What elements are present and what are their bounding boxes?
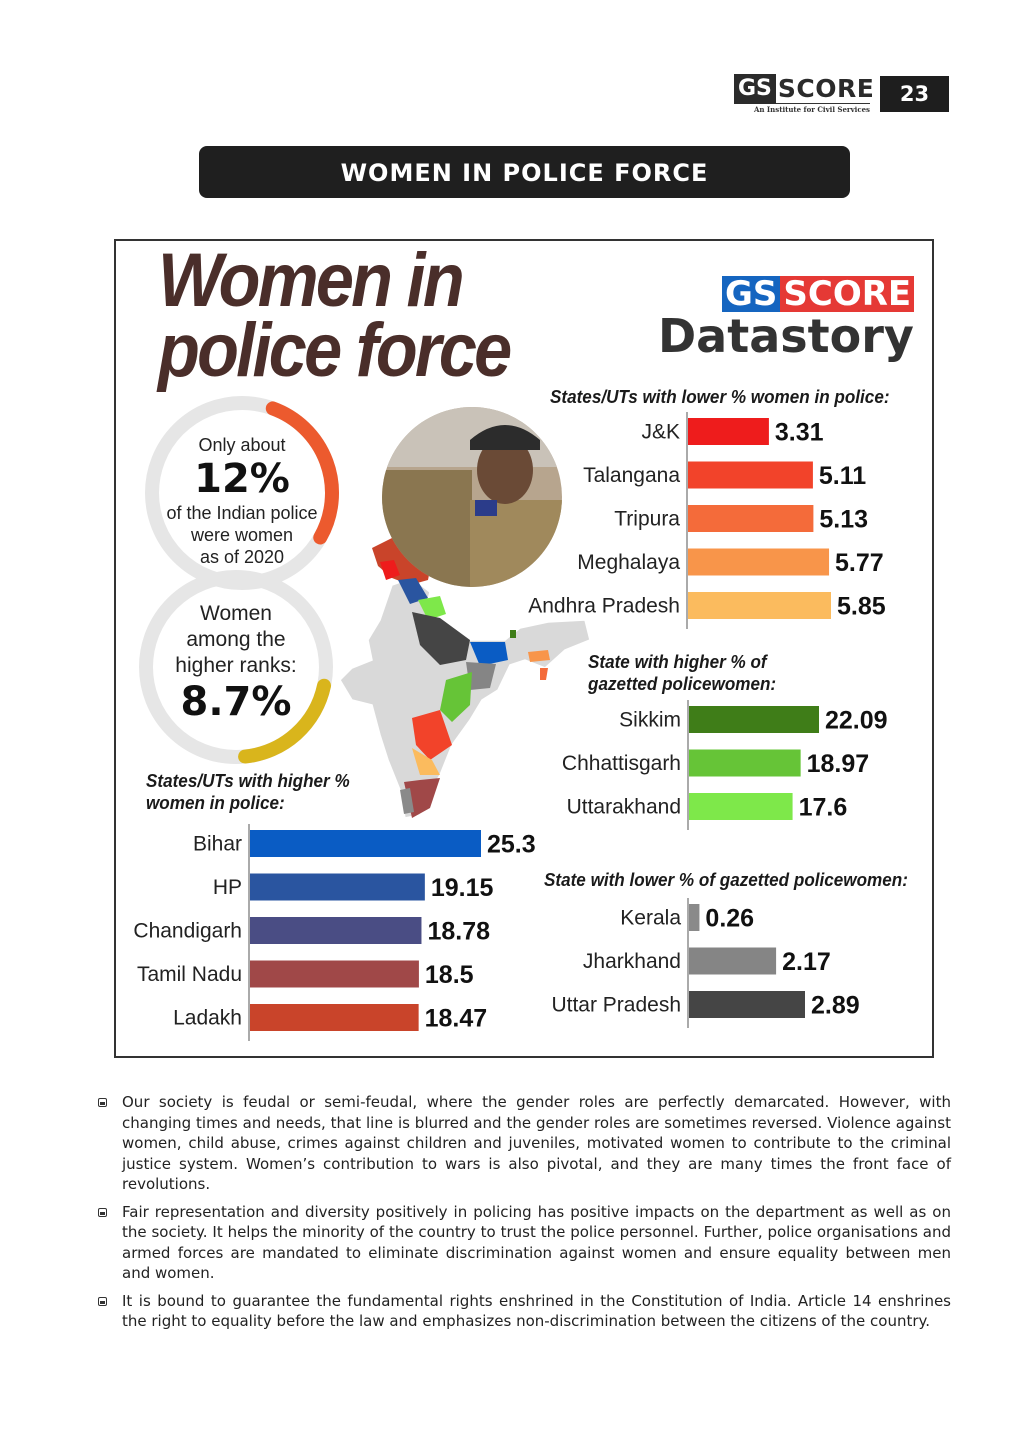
chart-4-value-label: 0.26	[705, 904, 755, 933]
chart-1-bar	[688, 418, 769, 445]
chart-2-title: State with higher % of gazetted policewomen:	[588, 652, 777, 694]
chart-1-bar	[688, 549, 829, 576]
chart-1-title: States/UTs with lower % women in police:	[550, 387, 890, 407]
stat-1-line-3: were women	[190, 525, 294, 545]
chart-3-category-label: Bihar	[192, 832, 242, 856]
chart-3-value-label: 19.15	[430, 874, 494, 902]
bullet-text: It is bound to guarantee the fundamental rights enshrined in the Constitution of India. Article 14 enshrines the right to equality before the law and emphasizes non-discrimination between the citizens of the country.	[122, 1291, 951, 1330]
bullet-item	[98, 1092, 951, 1195]
chart-4-category-label: Kerala	[620, 906, 681, 930]
chart-3-bar	[250, 830, 481, 857]
chart-3-value-label: 25.3	[487, 830, 536, 859]
bullet-icon	[98, 1208, 107, 1217]
body-text	[98, 1092, 951, 1339]
chart-3-category-label: Tamil Nadu	[136, 963, 242, 986]
chart-2-value-label: 17.6	[798, 793, 848, 822]
chart-3-bar	[250, 917, 421, 944]
chart-2-category-label: Uttarakhand	[566, 795, 681, 819]
stat-2-value: 8.7%	[180, 679, 292, 725]
chart-2-value-label: 18.97	[806, 750, 870, 778]
chart-1-value-label: 5.13	[819, 505, 869, 534]
title-line-2: police force	[158, 308, 510, 393]
chart-1-bar	[688, 462, 813, 489]
chart-2-bar	[689, 706, 819, 733]
chart-4-category-label: Jharkhand	[582, 950, 681, 973]
chart-2-category-label: Sikkim	[619, 708, 681, 732]
chart-4-bar	[689, 991, 805, 1018]
stat-1-value: 12%	[194, 456, 290, 502]
logo-score: SCORE	[777, 74, 875, 103]
brand-datastory: Datastory	[658, 309, 914, 363]
chart-4-value-label: 2.17	[782, 948, 831, 976]
chart-1-category-label: Talangana	[583, 464, 680, 487]
chart-2-bar	[689, 750, 801, 777]
chart-4-bar	[689, 948, 776, 975]
stat-2-line-1: Women	[200, 602, 272, 625]
bullet-text: Our society is feudal or semi-feudal, where the gender roles are perfectly demarcated. However, with changing times and needs, that line is blurred and the gender roles are sometimes reversed. Violence against women, child abuse, crimes against children and juveniles, motivated women to contribute to the criminal justice system. Women’s contribution to wars is also pivotal, and they are many times the front face of revolutions.	[122, 1093, 951, 1193]
chart-1-value-label: 5.85	[837, 592, 886, 621]
chart-2-bar	[689, 793, 793, 820]
chart-2-category-label: Chhattisgarh	[561, 752, 681, 775]
chart-4-value-label: 2.89	[811, 991, 860, 1020]
chart-4-bar	[689, 904, 699, 931]
chart-3-value-label: 18.78	[427, 917, 491, 946]
chart-3-title: States/UTs with higher % women in police:	[146, 771, 350, 813]
bullet-text: Fair representation and diversity positively in policing has positive impacts on the department as well as on the society. It helps the minority of the country to trust the police personnel. Further, police organisations and armed forces are mandated to eliminate discrimination against women and ensure equality between men and women.	[122, 1202, 951, 1282]
chart-1-value-label: 5.77	[835, 549, 884, 577]
chart-1-category-label: Andhra Pradesh	[528, 594, 680, 618]
chart-3-category-label: Ladakh	[173, 1006, 242, 1030]
chart-1-category-label: J&K	[641, 420, 680, 444]
section-banner: WOMEN IN POLICE FORCE	[199, 146, 850, 198]
chart-1-category-label: Meghalaya	[577, 551, 680, 574]
logo-gs: GS	[734, 74, 776, 104]
chart-1-category-label: Tripura	[614, 507, 680, 531]
bullet-item	[98, 1202, 951, 1284]
chart-1-value-label: 3.31	[774, 418, 824, 447]
logo-tagline: An Institute for Civil Services	[734, 103, 870, 114]
bullet-icon	[98, 1297, 107, 1306]
stat-1-line-4: as of 2020	[199, 547, 285, 567]
title-line-1: Women in	[158, 238, 462, 323]
chart-1-bar	[688, 505, 813, 532]
brand-score: SCORE	[780, 276, 914, 312]
chart-3-bar	[250, 961, 419, 988]
stat-2-line-3: higher ranks:	[175, 654, 297, 677]
bullet-icon	[98, 1098, 107, 1107]
brand-gs: GS	[722, 276, 780, 312]
page-number: 23	[880, 76, 949, 112]
chart-3-category-label: HP	[212, 876, 242, 899]
chart-2-value-label: 22.09	[825, 706, 888, 735]
chart-3-bar	[250, 874, 425, 901]
chart-3-bar	[250, 1004, 419, 1031]
chart-3-value-label: 18.5	[424, 961, 474, 989]
stat-2-line-2: among the	[186, 628, 286, 651]
chart-4-category-label: Uttar Pradesh	[551, 993, 681, 1017]
chart-1-value-label: 5.11	[818, 462, 867, 490]
stat-1-line-1: Only about	[198, 435, 286, 455]
stat-1-line-2: of the Indian police	[166, 503, 318, 523]
chart-3-value-label: 18.47	[424, 1004, 488, 1033]
bullet-item	[98, 1291, 951, 1332]
chart-1-bar	[688, 592, 831, 619]
chart-3-category-label: Chandigarh	[133, 919, 242, 943]
chart-4-title: State with lower % of gazetted policewomen:	[544, 870, 908, 890]
